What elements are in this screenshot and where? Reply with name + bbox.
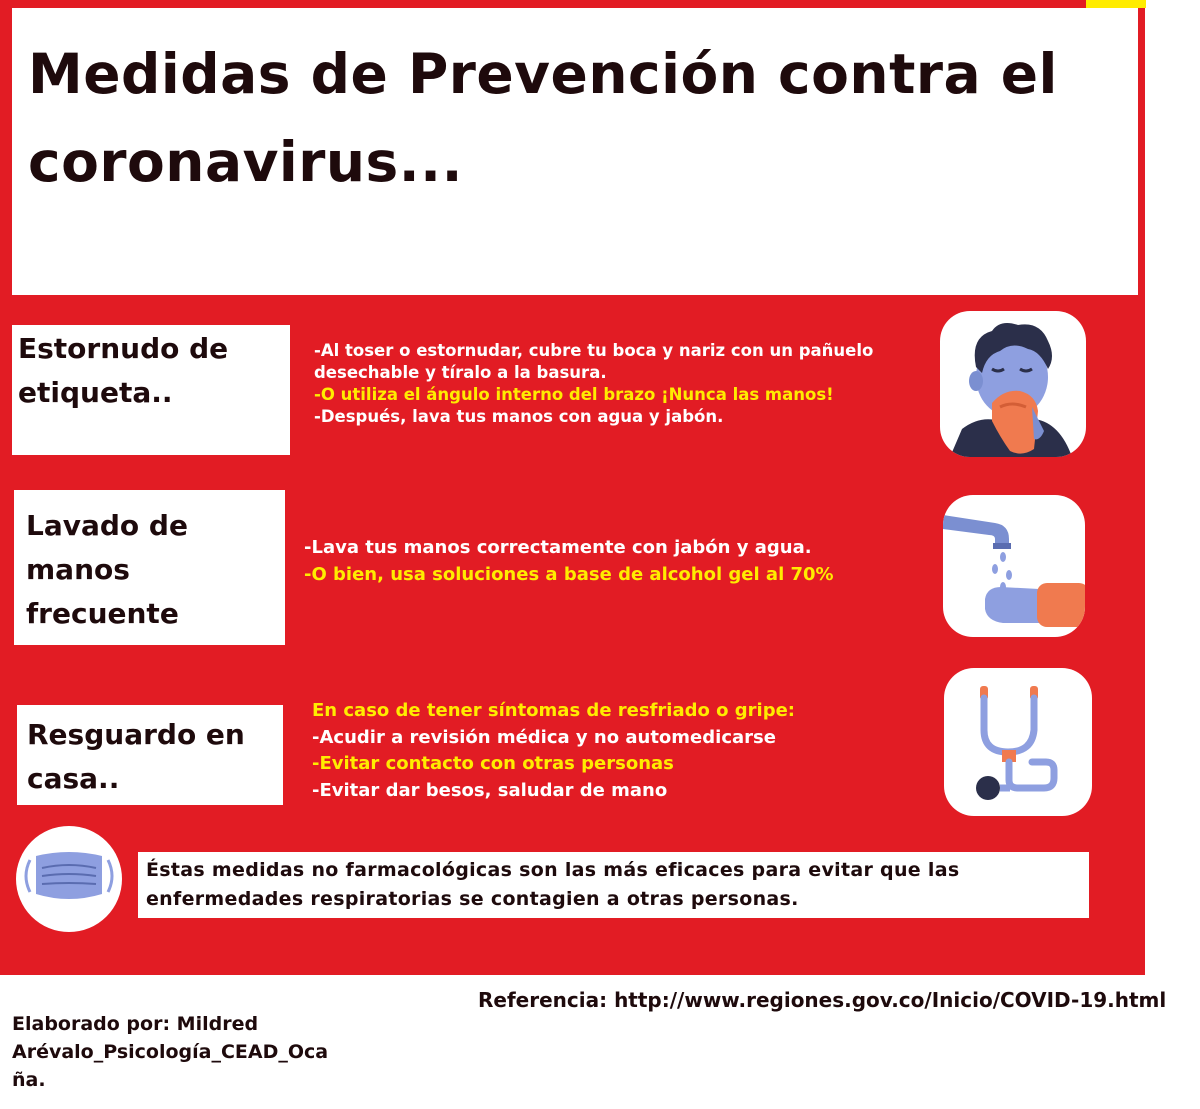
info-line-highlight: -Evitar contacto con otras personas <box>312 753 674 774</box>
section-label-line: Resguardo en <box>27 718 245 751</box>
section-text-resguardo <box>312 698 795 804</box>
credits-line: Elaborado por: Mildred <box>12 1013 259 1035</box>
section-label-line: Estornudo de <box>18 332 229 365</box>
info-line: -Después, lava tus manos con agua y jabón. <box>314 407 724 426</box>
section-text-estornudo <box>314 340 873 428</box>
info-line: -Al toser o estornudar, cubre tu boca y nariz con un pañuelo <box>314 341 874 360</box>
stethoscope-icon <box>944 668 1092 816</box>
info-line: -Acudir a revisión médica y no automedicarse <box>312 726 776 748</box>
info-line: -Lava tus manos correctamente con jabón y agua. <box>304 537 812 558</box>
section-label-line: etiqueta.. <box>18 376 173 409</box>
section-label-resguardo <box>17 705 283 805</box>
closing-note <box>138 852 1089 918</box>
section-label-estornudo <box>12 325 290 455</box>
reference-link-text: Referencia: http://www.regiones.gov.co/Inicio/COVID-19.html <box>478 988 1167 1012</box>
section-label-line: manos <box>26 553 130 586</box>
section-label-line: Lavado de <box>26 509 188 542</box>
handwashing-faucet-icon <box>943 495 1085 637</box>
info-line-highlight: En caso de tener síntomas de resfriado o gripe: <box>312 700 795 721</box>
credits-line: Arévalo_Psicología_CEAD_Oca <box>12 1041 329 1063</box>
title-box <box>12 8 1138 295</box>
face-mask-icon <box>16 826 122 932</box>
author-credits <box>12 1010 372 1094</box>
info-line-highlight: -O bien, usa soluciones a base de alcohol gel al 70% <box>304 564 834 585</box>
closing-note-line: enfermedades respiratorias se contagien a otras personas. <box>146 888 799 910</box>
info-line: -Evitar dar besos, saludar de mano <box>312 779 668 801</box>
credits-line: ña. <box>12 1069 46 1091</box>
info-line-highlight: -O utiliza el ángulo interno del brazo ¡Nunca las manos! <box>314 385 834 404</box>
info-line: desechable y tíralo a la basura. <box>314 363 607 382</box>
sneezing-person-icon <box>940 311 1086 457</box>
section-label-line: frecuente <box>26 597 179 630</box>
section-label-lavado <box>14 490 285 645</box>
section-text-lavado <box>304 534 834 588</box>
closing-note-line: Éstas medidas no farmacológicas son las más eficaces para evitar que las <box>146 859 960 881</box>
section-label-line: casa.. <box>27 762 120 795</box>
page-title: Medidas de Prevención contra el coronavirus... <box>28 42 1058 194</box>
yellow-corner-strip <box>1086 0 1146 8</box>
